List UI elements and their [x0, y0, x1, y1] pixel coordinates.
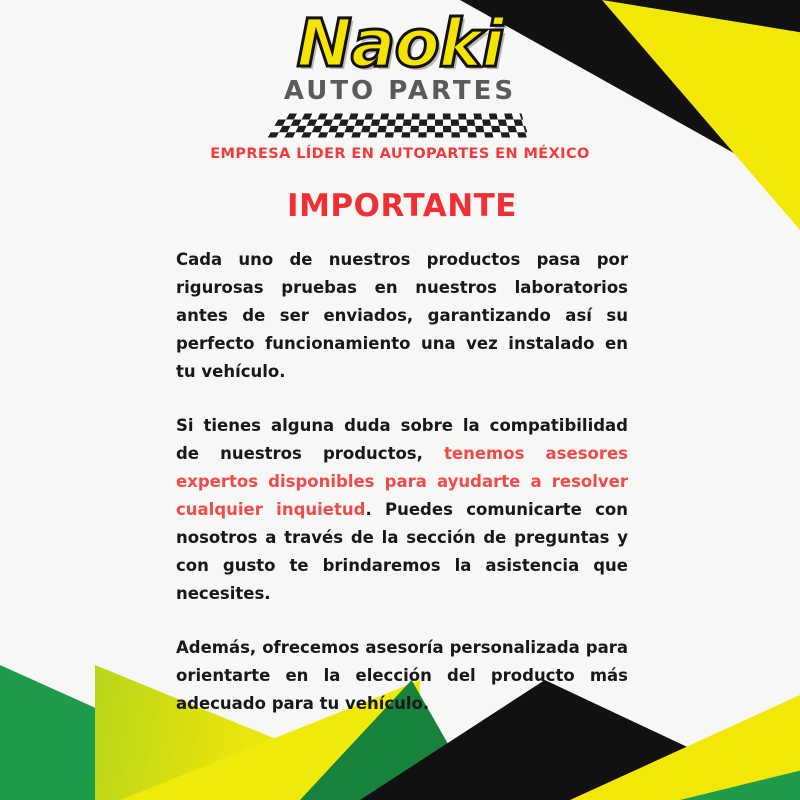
- notice-body: [176, 188, 628, 718]
- paragraph-2: [176, 412, 628, 608]
- text-segment: . Puedes comunicarte con nosotros a través de la sección de preguntas y con gusto te brindaremos la asistencia que necesites.: [176, 500, 628, 603]
- brand-name: Naoki: [296, 5, 504, 82]
- checkered-flag-icon: [268, 114, 529, 138]
- brand-header: [0, 0, 800, 162]
- paragraph-1: [176, 246, 628, 386]
- page-title: IMPORTANTE: [287, 188, 517, 224]
- paragraph-3: [176, 634, 628, 718]
- text-segment: Cada uno de nuestros productos pasa por rigurosas pruebas en nuestros laboratorios antes de ser enviados, garantizando así su perfecto funcionamiento una vez instalado en tu vehículo.: [176, 250, 628, 381]
- text-segment: Si tienes alguna duda sobre la compatibilidad de nuestros productos,: [176, 416, 628, 463]
- brand-subtitle: AUTO PARTES: [283, 76, 517, 106]
- text-segment: Además, ofrecemos asesoría personalizada para orientarte en la elección del producto más adecuado para tu vehículo.: [176, 638, 628, 713]
- highlighted-text-segment: tenemos asesores expertos disponibles para ayudarte a resolver cualquier inquietud: [176, 444, 629, 519]
- brand-tagline: EMPRESA LÍDER EN AUTOPARTES EN MÉXICO: [210, 146, 590, 162]
